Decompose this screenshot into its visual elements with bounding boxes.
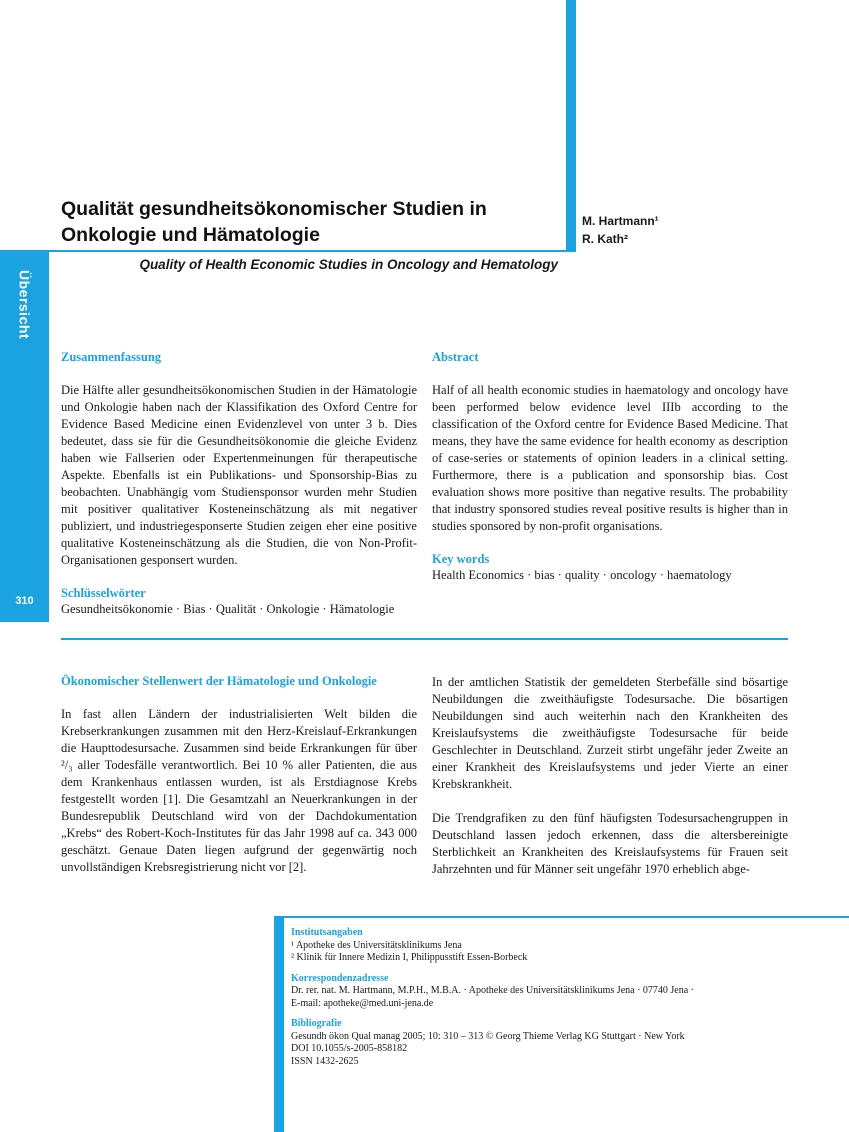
abstract-en-heading: Abstract: [432, 350, 479, 364]
institutes-heading: Institutsangaben: [291, 927, 363, 938]
institute-1: ¹ Apotheke des Universitätsklinikums Jena: [291, 939, 462, 951]
abstract-en-text: Half of all health economic studies in haematology and oncology have been performed below evidence level IIIb according to the classification of the Oxford centre for Evidence Based Medicine. That means, they have the same evidence for health economy as description of case-series or statements of opinion leaders in a clinical setting. Furthermore, there is a publication and sponsorship bias. Cost evaluation shows more positive than negative results. The probability that industry sponsored studies reveal positive results is higher than in studies sponsored by non-profit organisations.: [432, 383, 788, 533]
abstract-german: [61, 350, 417, 618]
main-column-left: [61, 674, 417, 876]
correspondence-heading: Korrespondenzadresse: [291, 972, 389, 984]
sidebar-section-label: [0, 250, 49, 360]
infobox-top-rule: [284, 916, 849, 918]
section-heading: Ökonomischer Stellenwert der Hämatologie und Onkologie: [61, 674, 377, 688]
abstract-english: [432, 350, 788, 584]
section-divider: [61, 638, 788, 640]
author-2: R. Kath²: [582, 232, 628, 246]
bibliography-doi: DOI 10.1055/s-2005-858182: [291, 1043, 408, 1054]
page-number: 310: [15, 595, 34, 607]
article-subtitle: Quality of Health Economic Studies in Oncology and Hematology: [139, 257, 558, 272]
keywords-de: Gesundheitsökonomie · Bias · Qualität · Onkologie · Hämatologie: [61, 602, 395, 616]
title-line-1: Qualität gesundheitsökonomischer Studien in: [61, 198, 487, 220]
correspondence-email: E-mail: apotheke@med.uni-jena.de: [291, 997, 434, 1009]
bibliography-heading: Bibliografie: [291, 1018, 342, 1029]
infobox-accent-bar: [274, 916, 284, 1132]
institute-2: ² Klinik für Innere Medizin I, Philippusstift Essen-Borbeck: [291, 952, 528, 963]
title-rule: [48, 250, 572, 252]
article-title: [61, 196, 541, 248]
keywords-de-heading: Schlüsselwörter: [61, 586, 146, 600]
abstract-de-text: Die Hälfte aller gesundheitsökonomischen Studien in der Hämatologie und Onkologie haben nach der Klassifikation des Oxford Centre for Evidence Based Medicine einen Evidenzlevel von unter 3 b. Dies bedeutet, dass sie für die Gesundheitsökonomie die gleiche Evidenz haben wie Fallserien oder Expertenmeinungen für therapeutische Aspekte. Ebenfalls ist ein Publikations- und Sponsorship-Bias zu beobachten. Unabhängig vom Studiensponsor wurden mehr Studien mit positiver qualitativer Kosteneinschätzung als mit negativer publiziert, und industriegesponserte Studien zeigen eher eine positive qualitative Kosteneinschätzung als die Studien, die von Non-Profit-Organisationen gesponsert wurden.: [61, 383, 417, 567]
body-paragraph: In der amtlichen Statistik der gemeldeten Sterbefälle sind bösartige Neubildungen die zweithäufigste Todesursache. Die bösartigen Neubildungen sind auch weiterhin nach den Krankheiten des Kreislaufsystems die zweithäufigste Todesursache für beide Geschlechter in Deutschland. Zurzeit stirbt ungefähr jeder Zweite an einer Krankheit des Kreislaufsystems und jeder Vierte an einer Krebskrankheit.: [432, 675, 788, 791]
bibliography-issn: ISSN 1432-2625: [291, 1055, 359, 1067]
bibliography-citation: Gesundh ökon Qual manag 2005; 10: 310 – 313 © Georg Thieme Verlag KG Stuttgart · New York: [291, 1030, 685, 1042]
body-paragraph: In fast allen Ländern der industrialisierten Welt bilden die Krebserkrankungen zusammen mit den Herz-Kreislauf-Erkrankungen die Haupttodesursache. Zusammen sind beide Erkrankungen für über ²/₃ aller Todesfälle verantwortlich. Bei 10 % aller Patienten, die aus dem Krankenhaus entlassen wurden, ist als Erstdiagnose Krebs festgestellt worden [1]. Die Gesamtzahl an Neuerkrankungen in der Bundesrepublik Deutschland wird von der Dachdokumentation „Krebs“ des Robert-Koch-Institutes für das Jahr 1998 auf ca. 343 000 geschätzt. Genaue Daten liegen aufgrund der gegenwärtig noch unvollständigen Krebsregistrierung nicht vor [2].: [61, 707, 417, 874]
correspondence-address: Dr. rer. nat. M. Hartmann, M.P.H., M.B.A. · Apotheke des Universitätsklinikums Jena · 07740 Jena ·: [291, 985, 695, 996]
keywords-en: Health Economics · bias · quality · oncology · haematology: [432, 568, 732, 582]
body-paragraph: Die Trendgrafiken zu den fünf häufigsten Todesursachengruppen in Deutschland lassen jedoch erkennen, dass die altersbereinigte Sterblichkeit an Krankheiten des Kreislaufsystems für Frauen seit Jahrzehnten und für Männer seit ungefähr 1970 erheblich abge-: [432, 811, 788, 876]
author-list: [582, 212, 659, 248]
header-accent-bar: [566, 0, 576, 252]
keywords-en-heading: Key words: [432, 552, 490, 566]
title-line-2: Onkologie und Hämatologie: [61, 224, 320, 246]
sidebar-label-text: Übersicht: [16, 270, 33, 340]
main-column-right: [432, 674, 788, 878]
author-1: M. Hartmann¹: [582, 214, 659, 228]
article-infobox: [291, 927, 841, 1068]
abstract-de-heading: Zusammenfassung: [61, 350, 162, 364]
